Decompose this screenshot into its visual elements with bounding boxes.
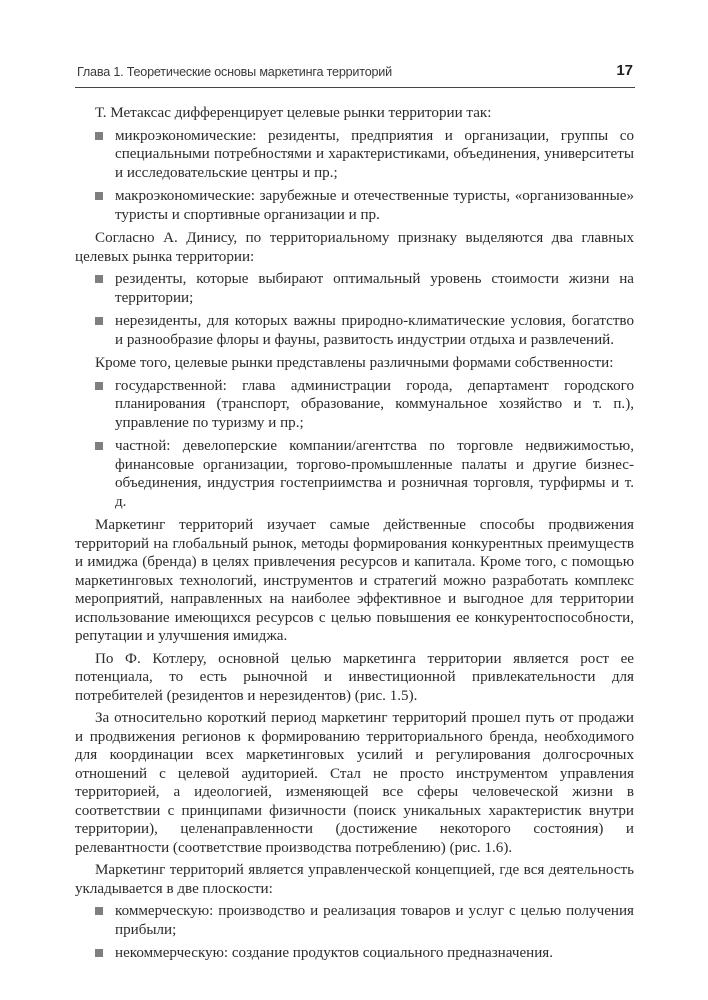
chapter-title: Глава 1. Теоретические основы маркетинга территорий: [77, 65, 392, 79]
paragraph: Маркетинг территорий является управленческой концепцией, где вся деятельность укладывается в две плоскости:: [75, 862, 634, 897]
bullet-square-icon: [95, 907, 103, 915]
bullet-text: некоммерческую: создание продуктов социального предназначения.: [115, 945, 554, 961]
bullet-item: [75, 902, 634, 939]
paragraph: Маркетинг территорий изучает самые действенные способы продвижения территорий на глобальный рынок, методы формирования конкурентных преимуществ и имиджа (бренда) в целях привлечения ресурсов и капитала. Кроме того, с помощью маркетинговых технологий, инструментов и стратегий можно разработать комплекс мероприятий, направленных на наиболее эффективное и выгодное для территории использование имеющихся ресурсов с целью повышения ее конкурентоспособности, репутации и улучшения имиджа.: [75, 517, 634, 644]
bullet-item: [75, 312, 634, 349]
bullet-square-icon: [95, 192, 103, 200]
bullet-square-icon: [95, 382, 103, 390]
header-divider: [75, 87, 635, 88]
paragraph: За относительно короткий период маркетинг территорий прошел путь от продажи и продвижения регионов к формированию территориального бренда, необходимого для координации всех маркетинговых усилий и регулирования долгосрочных отношений с целевой аудиторией. Стал не просто инструментом управления территорией, а идеологией, изменяющей все сферы человеческой жизни в соответствии с принципами физичности (поиск уникальных характеристик внутри территории), целенаправленности (достижение некоторого состояния) и релевантности (соответствие производства потреблению) (рис. 1.6).: [75, 710, 634, 856]
bullet-text: коммерческую: производство и реализация товаров и услуг с целью получения прибыли;: [115, 903, 634, 938]
bullet-text: резиденты, которые выбирают оптимальный уровень стоимости жизни на территории;: [115, 271, 634, 306]
bullet-item: [75, 127, 634, 183]
bullet-text: государственной: глава администрации города, департамент городского планирования (транспорт, образование, коммунальное хозяйство и т. п.), управление по туризму и пр.;: [115, 377, 634, 431]
bullet-item: [75, 944, 634, 963]
page-body: [75, 104, 634, 968]
bullet-text: макроэкономические: зарубежные и отечественные туристы, «организованные» туристы и спортивные организации и пр.: [115, 188, 634, 223]
bullet-text: частной: девелоперские компании/агентства по торговле недвижимостью, финансовые организации, торгово-промышленные палаты и другие бизнес-объединения, индустрия гостеприимства и розничная торговля, турфирмы и т. д.: [115, 438, 634, 510]
bullet-item: [75, 437, 634, 511]
page-number: 17: [616, 62, 633, 79]
bullet-square-icon: [95, 317, 103, 325]
bullet-square-icon: [95, 275, 103, 283]
paragraph: По Ф. Котлеру, основной целью маркетинга территории является рост ее потенциала, то есть рыночной и инвестиционной привлекательности для потребителей (резидентов и нерезидентов) (рис. 1.5).: [75, 650, 634, 704]
paragraph: Согласно А. Динису, по территориальному признаку выделяются два главных целевых рынка территории:: [75, 230, 634, 265]
bullet-square-icon: [95, 442, 103, 450]
bullet-item: [75, 187, 634, 224]
bullet-square-icon: [95, 132, 103, 140]
paragraph: Кроме того, целевые рынки представлены различными формами собственности:: [95, 355, 614, 371]
bullet-item: [75, 270, 634, 307]
running-header: [75, 60, 635, 84]
bullet-text: нерезиденты, для которых важны природно-климатические условия, богатство и разнообразие флоры и фауны, развитость индустрии отдыха и развлечений.: [115, 313, 634, 348]
bullet-item: [75, 377, 634, 433]
paragraph: Т. Метаксас дифференцирует целевые рынки территории так:: [95, 105, 492, 121]
bullet-text: микроэкономические: резиденты, предприятия и организации, группы со специальными потребностями и характеристиками, объединения, университеты и исследовательские центры и пр.;: [115, 127, 634, 181]
bullet-square-icon: [95, 949, 103, 957]
